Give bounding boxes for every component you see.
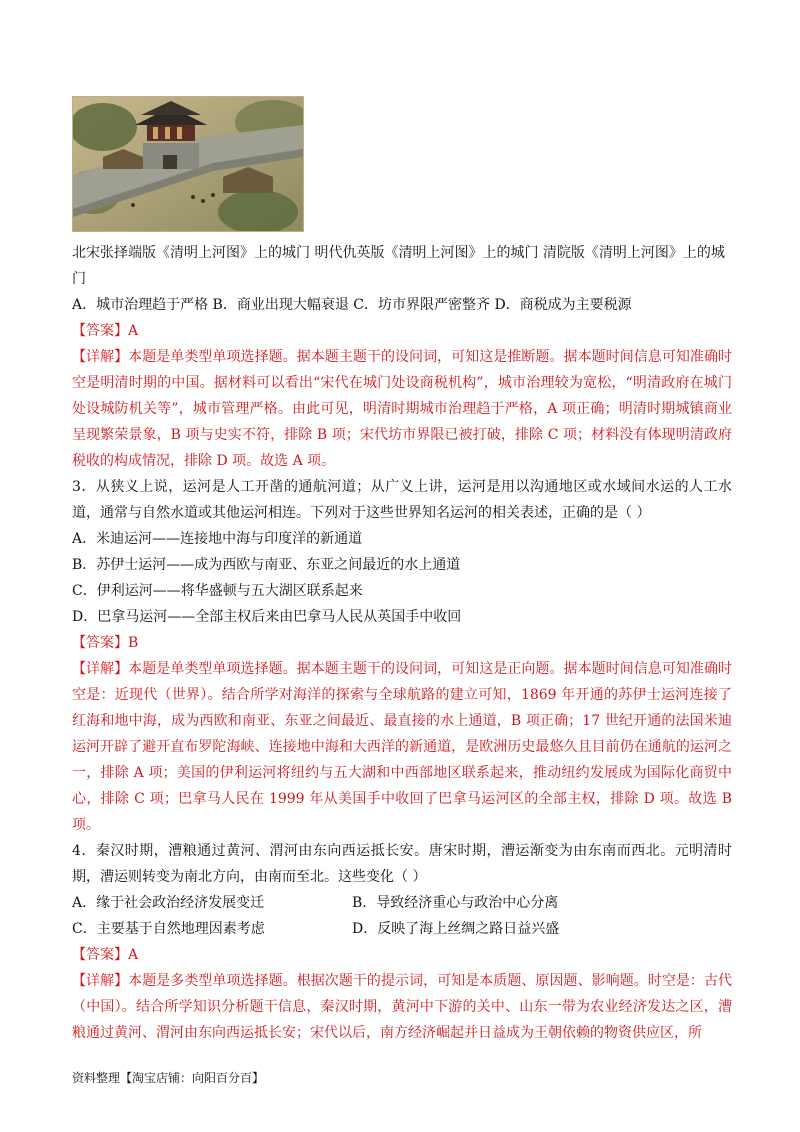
q4-option-c: C．主要基于自然地理因素考虑 xyxy=(72,921,265,937)
q4-option-b: B．导致经济重心与政治中心分离 xyxy=(352,895,559,911)
q3-detail: 【详解】本题是单类型单项选择题。据本题主题干的设问词，可知这是正向题。据本题时间信息可知准确时空是：近现代（世界）。结合所学对海洋的探索与全球航路的建立可知，1869 年开通的苏伊士运河连接了红海和地中海，成为西欧和南亚、东亚之间最近、最直接的水上通道，B 项正确；17 世纪开通的法国米迪运河开辟了避开直布罗陀海峡、连接地中海和大西洋的新通道，是欧洲历史最悠久且目前仍在通航的运河之一，排除 A 项；美国的伊利运河将纽约与五大湖和中西部地区联系起来，推动纽约发展成为国际化商贸中心，排除 C 项；巴拿马人民在 1999 年从美国手中收回了巴拿马运河区的全部主权，排除 D 项。故选 B 项。 xyxy=(72,661,732,833)
q3-answer: 【答案】B xyxy=(72,635,139,651)
q3-option-a: A．米迪运河——连接地中海与印度洋的新通道 xyxy=(72,531,363,547)
q4-option-d: D．反映了海上丝绸之路日益兴盛 xyxy=(352,921,560,937)
q4-options-row-1 xyxy=(72,890,732,916)
qingming-painting-image xyxy=(72,96,304,232)
q4-option-a: A．缘于社会政治经济发展变迁 xyxy=(72,895,265,911)
q2-answer: 【答案】A xyxy=(72,323,139,339)
q3-option-d: D．巴拿马运河——全部主权后来由巴拿马人民从英国手中收回 xyxy=(72,609,462,625)
q4-answer: 【答案】A xyxy=(72,947,139,963)
q4-stem: 4．秦汉时期，漕粮通过黄河、渭河由东向西运抵长安。唐宋时期，漕运渐变为由东南而西北。元明清时期，漕运则转变为南北方向，由南而至北。这些变化（ ） xyxy=(72,843,732,885)
q2-options: A．城市治理趋于严格 B．商业出现大幅衰退 C．坊市界限严密整齐 D．商税成为主要税源 xyxy=(72,297,632,313)
figure-caption: 北宋张择端版《清明上河图》上的城门 明代仇英版《清明上河图》上的城门 清院版《清明上河图》上的城门 xyxy=(72,245,725,287)
q4-options-row-2 xyxy=(72,916,732,942)
q3-option-c: C．伊利运河——将华盛顿与五大湖区联系起来 xyxy=(72,583,363,599)
painting-image xyxy=(73,97,303,231)
q2-detail: 【详解】本题是单类型单项选择题。据本题主题干的设问词，可知这是推断题。据本题时间信息可知准确时空是明清时期的中国。据材料可以看出“宋代在城门处设商税机构”，城市治理较为宽松，“明清政府在城门处设城防机关等”，城市管理严格。由此可见，明清时期城市治理趋于严格，A 项正确；明清时期城镇商业呈现繁荣景象，B 项与史实不符，排除 B 项；宋代坊市界限已被打破，排除 C 项；材料没有体现明清政府税收的构成情况，排除 D 项。故选 A 项。 xyxy=(72,349,732,469)
q3-stem: 3．从狭义上说，运河是人工开凿的通航河道；从广义上讲，运河是用以沟通地区或水域间水运的人工水道，通常与自然水道或其他运河相连。下列对于这些世界知名运河的相关表述，正确的是（ ） xyxy=(72,479,732,521)
document-page xyxy=(72,96,732,1046)
page-footer: 资料整理【淘宝店铺：向阳百分百】 xyxy=(72,1071,265,1085)
q4-detail: 【详解】本题是多类型单项选择题。根据次题干的提示词，可知是本质题、原因题、影响题。时空是：古代（中国）。结合所学知识分析题干信息，秦汉时期，黄河中下游的关中、山东一带为农业经济发达之区，漕粮通过黄河、渭河由东向西运抵长安；宋代以后，南方经济崛起并日益成为王朝依赖的物资供应区，所 xyxy=(72,973,732,1041)
q3-option-b: B．苏伊士运河——成为西欧与南亚、东亚之间最近的水上通道 xyxy=(72,557,461,573)
